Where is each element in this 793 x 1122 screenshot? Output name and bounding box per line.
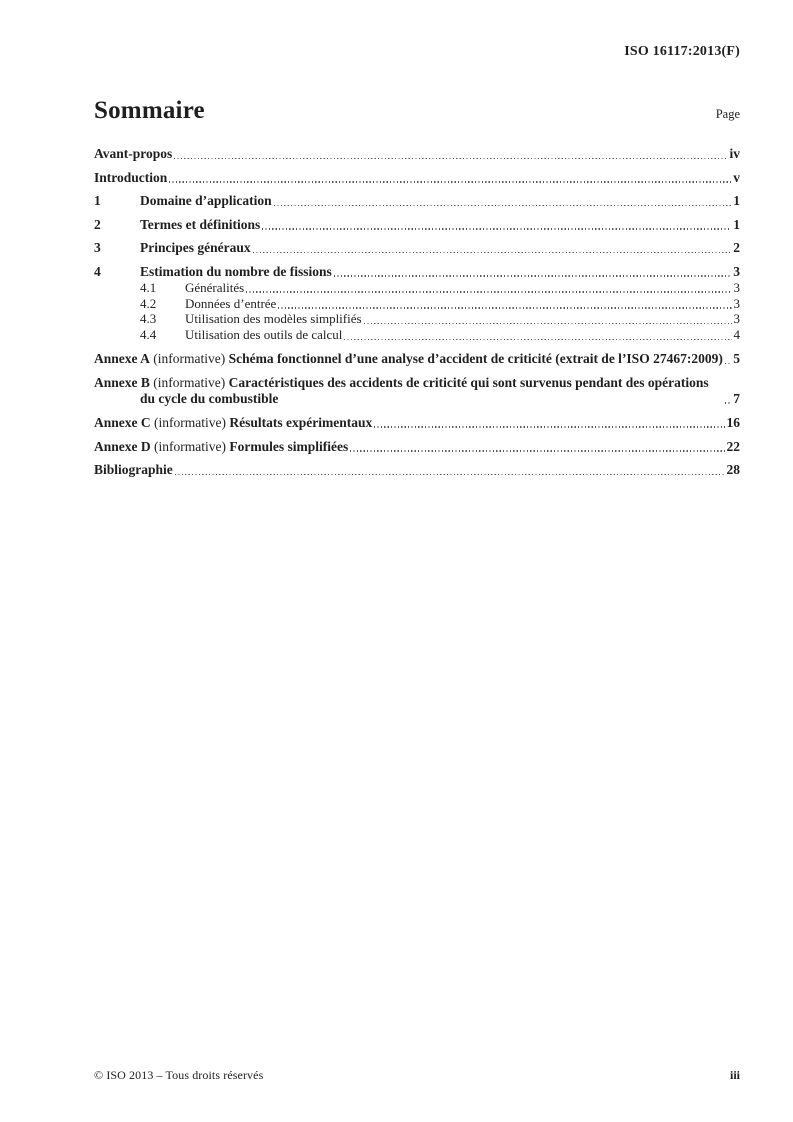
- toc-entry-page: 5: [733, 351, 740, 367]
- annex-title: Schéma fonctionnel d’une analyse d’accident de criticité (extrait de l’ISO 27467:2009): [228, 351, 723, 367]
- page-column-label: Page: [715, 107, 740, 121]
- annex-title: Formules simplifiées: [229, 438, 349, 454]
- toc-entry-page: 3: [733, 279, 740, 295]
- dot-leader: [374, 426, 724, 428]
- dot-leader: [169, 181, 731, 183]
- toc-entry-annexe-c: [94, 415, 740, 431]
- toc-entry-label: Avant-propos: [94, 146, 173, 161]
- dot-leader: [364, 323, 732, 325]
- toc-entry-section-2: [94, 217, 740, 233]
- annex-prefix: Annexe A: [94, 351, 150, 367]
- dot-leader: [725, 363, 731, 365]
- toc-entry-section-4-1: [94, 280, 740, 296]
- toc-entry-number: 1: [94, 193, 101, 209]
- document-reference: ISO 16117:2013(F): [624, 44, 740, 59]
- dot-leader: [725, 402, 731, 404]
- toc-entry-label: Termes et définitions: [140, 216, 261, 232]
- toc-entry-introduction: [94, 170, 740, 186]
- toc-entry-number: 4.1: [140, 279, 157, 295]
- toc-entry-number: 4.3: [140, 311, 157, 327]
- dot-leader: [274, 205, 732, 207]
- dot-leader: [344, 339, 731, 341]
- toc-entry-section-1: [94, 193, 740, 209]
- toc-entry-number: 3: [94, 240, 101, 256]
- toc-entry-avant-propos: [94, 146, 740, 162]
- toc-entry-page: 1: [733, 216, 740, 232]
- dot-leader: [350, 450, 724, 452]
- toc-entry-annexe-b: [94, 375, 740, 407]
- annex-prefix: Annexe C: [94, 414, 151, 430]
- dot-leader: [174, 158, 727, 160]
- annex-qualifier: (informative): [149, 375, 229, 391]
- toc-entry-label: [94, 439, 348, 455]
- toc-entry-number: 4.2: [140, 295, 157, 311]
- toc-entry-bibliographie: [94, 462, 740, 478]
- toc-entry-page: 28: [726, 462, 740, 478]
- toc-entry-section-4: [94, 264, 740, 280]
- title-row: [94, 97, 740, 125]
- toc-entry-number: 2: [94, 216, 101, 232]
- toc-entry-page: 7: [733, 390, 740, 406]
- toc-entry-page: 3: [733, 263, 740, 279]
- toc-entry-section-3: [94, 240, 740, 256]
- toc-entry-label: [94, 415, 372, 431]
- annex-qualifier: (informative): [150, 438, 230, 454]
- toc-entry-page: 16: [726, 414, 740, 430]
- annex-title: Résultats expérimentaux: [229, 414, 373, 430]
- annex-title: Caractéristiques des accidents de criticité qui sont survenus pendant des opérations du cycle du combustible: [140, 375, 709, 406]
- toc-entry-label: [94, 351, 723, 367]
- dot-leader: [278, 307, 731, 309]
- toc-entry-page: v: [733, 169, 740, 185]
- toc-entry-label: Utilisation des modèles simplifiés: [185, 311, 362, 327]
- toc-entry-label: Introduction: [94, 169, 168, 185]
- page-title: Sommaire: [94, 97, 205, 124]
- toc-entry-section-4-3: [94, 311, 740, 327]
- dot-leader: [253, 252, 732, 254]
- toc-entry-number: 4: [94, 263, 101, 279]
- dot-leader: [246, 291, 731, 293]
- annex-prefix: Annexe B: [94, 375, 150, 391]
- dot-leader: [334, 275, 731, 277]
- toc-entry-label: Utilisation des outils de calcul: [185, 327, 343, 343]
- toc-entry-label: Estimation du nombre de fissions: [140, 263, 332, 279]
- toc-entry-label: Données d’entrée: [185, 295, 277, 311]
- toc-entry-page: 22: [726, 438, 740, 454]
- toc-entry-page: 4: [733, 327, 740, 343]
- toc-entry-page: 1: [733, 193, 740, 209]
- copyright-notice: © ISO 2013 – Tous droits réservés: [94, 1068, 264, 1082]
- toc-entry-section-4-4: [94, 327, 740, 343]
- toc-entry-page: 3: [733, 311, 740, 327]
- dot-leader: [262, 228, 731, 230]
- annex-qualifier: (informative): [150, 414, 230, 430]
- toc-entry-label: [94, 375, 723, 407]
- page-footer: [94, 1068, 740, 1083]
- dot-leader: [175, 474, 725, 476]
- toc-entry-page: 3: [733, 295, 740, 311]
- toc-entry-page: 2: [733, 240, 740, 256]
- toc-entry-number: 4.4: [140, 327, 157, 343]
- toc-entry-annexe-d: [94, 439, 740, 455]
- toc-entry-section-4-2: [94, 296, 740, 312]
- toc-entry-annexe-a: [94, 351, 740, 367]
- toc-entry-label: Principes généraux: [140, 240, 251, 256]
- table-of-contents: [94, 146, 740, 478]
- toc-entry-label: Bibliographie: [94, 462, 173, 478]
- toc-entry-label: Domaine d’application: [140, 193, 272, 209]
- toc-entry-label: Généralités: [185, 279, 245, 295]
- document-page: [94, 0, 740, 1122]
- toc-entry-page: iv: [729, 146, 740, 161]
- annex-prefix: Annexe D: [94, 438, 151, 454]
- annex-qualifier: (informative): [149, 351, 229, 367]
- folio-page-number: iii: [729, 1068, 740, 1082]
